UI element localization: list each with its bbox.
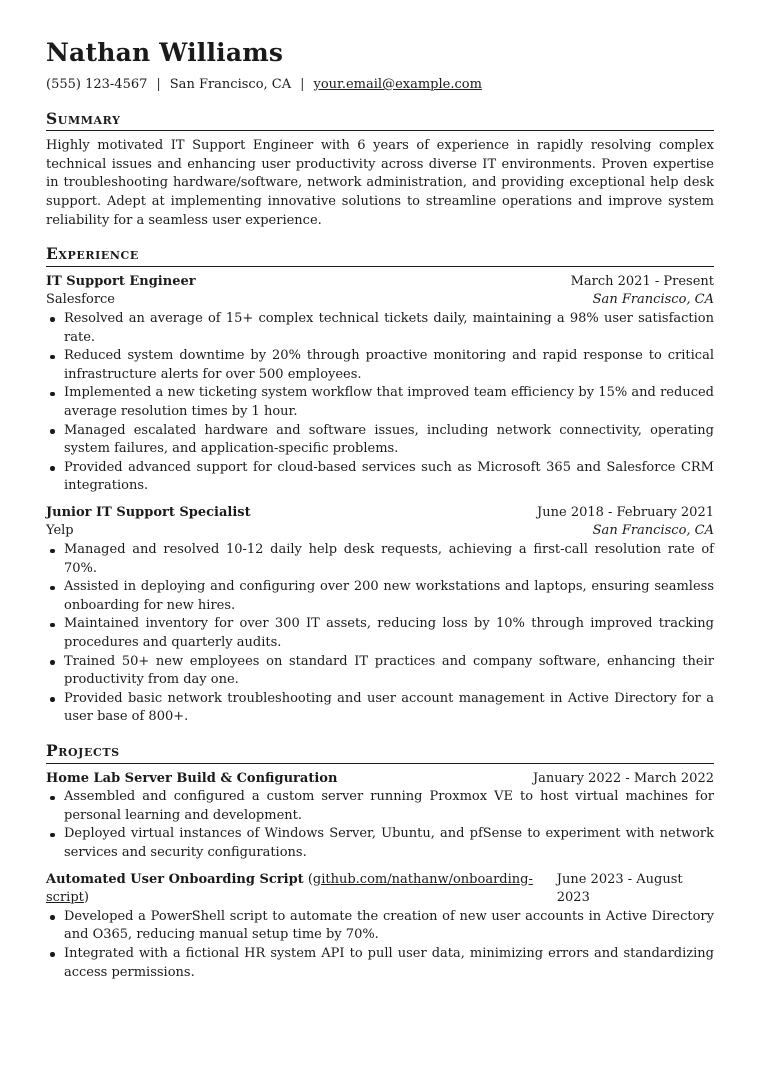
summary-text: Highly motivated IT Support Engineer with 6 years of experience in rapidly resolving complex technical issues and enhancing user productivity across diverse IT environments. Proven expertise in troubleshooting hardware/software, network administration, and providing exceptional help desk support. Adept at implementing innovative solutions to streamline operations and improve system reliability for a seamless user experience. (46, 138, 714, 228)
job-role: IT Support Engineer (46, 273, 196, 289)
bullet-item: Resolved an average of 15+ complex technical tickets daily, maintaining a 98% user satisfaction rate. (46, 310, 714, 347)
bullet-item: Managed and resolved 10-12 daily help desk requests, achieving a first-call resolution rate of 70%. (46, 541, 714, 578)
section-title-summary: Summary (46, 110, 714, 132)
job-bullets (46, 310, 714, 496)
project-list (46, 770, 714, 983)
candidate-name: Nathan Williams (46, 38, 284, 67)
job-entry (46, 273, 714, 496)
project-entry (46, 770, 714, 863)
bullet-item: Maintained inventory for over 300 IT assets, reducing loss by 10% through improved tracking procedures and quarterly audits. (46, 615, 714, 652)
section-title-projects: Projects (46, 742, 714, 764)
experience-list (46, 273, 714, 727)
job-company: Yelp (46, 523, 74, 539)
job-bullets (46, 541, 714, 727)
project-bullets (46, 788, 714, 862)
section-title-experience: Experience (46, 245, 714, 267)
bullet-item: Trained 50+ new employees on standard IT practices and company software, enhancing their productivity from day one. (46, 653, 714, 690)
contact-line (46, 76, 714, 95)
bullet-item: Integrated with a fictional HR system API to pull user data, minimizing errors and standardizing access permissions. (46, 945, 714, 982)
email-link[interactable]: your.email@example.com (313, 77, 482, 92)
project-entry (46, 871, 714, 983)
project-bullets (46, 908, 714, 982)
project-dates: June 2023 - August 2023 (556, 871, 683, 906)
location: San Francisco, CA (169, 77, 292, 92)
job-dates: June 2018 - February 2021 (537, 504, 714, 520)
phone-number: (555) 123-4567 (46, 77, 148, 92)
bullet-item: Implemented a new ticketing system workflow that improved team efficiency by 15% and reduced average resolution times by 1 hour. (46, 384, 714, 421)
project-name: Home Lab Server Build & Configuration (46, 770, 338, 786)
project-name: Automated User Onboarding Script (46, 871, 304, 887)
job-location: San Francisco, CA (592, 292, 714, 308)
bullet-item: Assisted in deploying and configuring over 200 new workstations and laptops, ensuring seamless onboarding for new hires. (46, 578, 714, 615)
job-company: Salesforce (46, 292, 116, 308)
job-entry (46, 504, 714, 727)
job-location: San Francisco, CA (592, 523, 714, 539)
bullet-item: Managed escalated hardware and software issues, including network connectivity, operating system failures, and application-specific problems. (46, 422, 714, 459)
contact-separator: | (300, 77, 305, 92)
project-heading: Automated User Onboarding Script (github.com/nathanw/onboarding-script) (46, 871, 533, 906)
bullet-item: Provided advanced support for cloud-based services such as Microsoft 365 and Salesforce CRM integrations. (46, 459, 714, 496)
project-link[interactable]: github.com/nathanw/onboarding-script (46, 871, 533, 906)
bullet-item: Deployed virtual instances of Windows Server, Ubuntu, and pfSense to experiment with network services and security configurations. (46, 825, 714, 862)
bullet-item: Assembled and configured a custom server running Proxmox VE to host virtual machines for personal learning and development. (46, 788, 714, 825)
bullet-item: Provided basic network troubleshooting and user account management in Active Directory for a user base of 800+. (46, 690, 714, 727)
job-dates: March 2021 - Present (570, 273, 714, 289)
contact-separator: | (156, 77, 161, 92)
project-dates: January 2022 - March 2022 (532, 770, 714, 786)
job-role: Junior IT Support Specialist (46, 504, 251, 520)
bullet-item: Reduced system downtime by 20% through proactive monitoring and rapid response to critical infrastructure alerts for over 500 employees. (46, 347, 714, 384)
bullet-item: Developed a PowerShell script to automate the creation of new user accounts in Active Directory and O365, reducing manual setup time by 70%. (46, 908, 714, 945)
